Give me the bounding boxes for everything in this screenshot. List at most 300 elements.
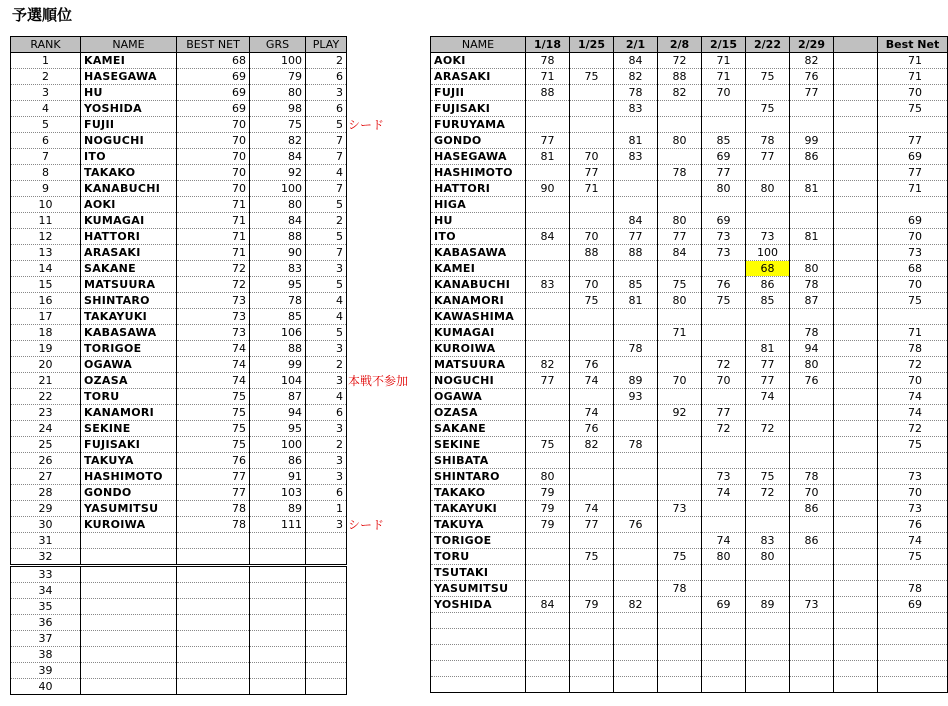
name-cell: KANABUCHI <box>81 181 177 197</box>
name-cell: KABASAWA <box>81 325 177 341</box>
score-cell <box>746 213 790 229</box>
best-net-cell: 78 <box>878 581 948 597</box>
best-net-cell <box>878 613 948 629</box>
player-name-cell: AOKI <box>431 53 526 69</box>
header-date: 2/22 <box>746 37 790 53</box>
seed-note: シード <box>348 118 385 132</box>
score-cell: 69 <box>702 213 746 229</box>
grs-cell: 94 <box>250 405 306 421</box>
player-name-cell: TAKAYUKI <box>431 501 526 517</box>
score-cell: 70 <box>702 373 746 389</box>
score-row <box>431 485 948 501</box>
blank-cell <box>834 613 878 629</box>
score-row <box>431 677 948 693</box>
player-name-cell <box>431 661 526 677</box>
score-cell <box>702 101 746 117</box>
ranking-row <box>11 549 347 566</box>
name-cell: KUROIWA <box>81 517 177 533</box>
rank-cell: 39 <box>11 663 81 679</box>
score-cell: 84 <box>526 229 570 245</box>
name-cell <box>81 583 177 599</box>
play-cell: 4 <box>306 293 347 309</box>
rank-cell: 16 <box>11 293 81 309</box>
best-net-cell <box>177 663 250 679</box>
score-cell: 86 <box>790 533 834 549</box>
scores-header-row <box>431 37 948 53</box>
score-cell: 68 <box>746 261 790 277</box>
blank-cell <box>834 581 878 597</box>
score-cell: 83 <box>614 101 658 117</box>
score-cell: 79 <box>526 517 570 533</box>
score-cell <box>702 565 746 581</box>
blank-cell <box>834 597 878 613</box>
best-net-cell: 78 <box>177 501 250 517</box>
score-cell: 74 <box>570 405 614 421</box>
player-name-cell: HIGA <box>431 197 526 213</box>
player-name-cell: FUJII <box>431 85 526 101</box>
score-cell <box>614 197 658 213</box>
play-cell: 5 <box>306 325 347 341</box>
score-cell: 85 <box>746 293 790 309</box>
player-name-cell: TORU <box>431 549 526 565</box>
play-cell: 2 <box>306 437 347 453</box>
score-cell <box>658 533 702 549</box>
score-cell <box>746 117 790 133</box>
name-cell: MATSUURA <box>81 277 177 293</box>
best-net-cell <box>177 615 250 631</box>
score-row <box>431 277 948 293</box>
play-cell: 4 <box>306 309 347 325</box>
score-cell: 82 <box>614 597 658 613</box>
score-cell: 77 <box>570 165 614 181</box>
blank-cell <box>834 165 878 181</box>
name-cell: OZASA <box>81 373 177 389</box>
score-cell: 83 <box>526 277 570 293</box>
score-cell <box>614 501 658 517</box>
best-net-cell <box>177 583 250 599</box>
score-cell: 76 <box>570 357 614 373</box>
score-cell: 79 <box>526 501 570 517</box>
score-row <box>431 197 948 213</box>
name-cell: TAKAKO <box>81 165 177 181</box>
best-net-cell: 75 <box>878 293 948 309</box>
ranking-row <box>11 197 347 213</box>
score-cell <box>570 85 614 101</box>
score-cell: 85 <box>702 133 746 149</box>
score-cell <box>614 421 658 437</box>
score-cell: 88 <box>658 69 702 85</box>
best-net-cell: 75 <box>177 389 250 405</box>
grs-cell: 98 <box>250 101 306 117</box>
rank-cell: 5 <box>11 117 81 133</box>
ranking-row <box>11 341 347 357</box>
blank-cell <box>834 469 878 485</box>
play-cell: 5 <box>306 117 347 133</box>
player-name-cell: OGAWA <box>431 389 526 405</box>
name-cell: HASEGAWA <box>81 69 177 85</box>
blank-cell <box>834 85 878 101</box>
grs-cell: 111 <box>250 517 306 533</box>
score-cell <box>790 389 834 405</box>
ranking-row <box>11 566 347 583</box>
blank-cell <box>834 437 878 453</box>
score-cell <box>614 117 658 133</box>
best-net-cell: 77 <box>177 469 250 485</box>
blank-cell <box>834 677 878 693</box>
score-cell: 76 <box>614 517 658 533</box>
name-cell: YOSHIDA <box>81 101 177 117</box>
grs-cell: 99 <box>250 357 306 373</box>
score-cell: 86 <box>746 277 790 293</box>
best-net-cell: 73 <box>878 245 948 261</box>
blank-cell <box>834 453 878 469</box>
score-cell: 82 <box>658 85 702 101</box>
score-row <box>431 117 948 133</box>
score-cell <box>526 293 570 309</box>
score-row <box>431 629 948 645</box>
rank-cell: 8 <box>11 165 81 181</box>
name-cell: SEKINE <box>81 421 177 437</box>
name-cell <box>81 663 177 679</box>
score-cell: 84 <box>526 597 570 613</box>
score-cell <box>702 309 746 325</box>
blank-cell <box>834 69 878 85</box>
play-cell <box>306 647 347 663</box>
rank-cell: 20 <box>11 357 81 373</box>
best-net-cell: 70 <box>878 373 948 389</box>
score-cell <box>658 677 702 693</box>
best-net-cell <box>878 629 948 645</box>
score-cell <box>526 389 570 405</box>
ranking-row <box>11 69 347 85</box>
score-cell: 85 <box>614 277 658 293</box>
score-cell <box>790 213 834 229</box>
score-cell <box>614 661 658 677</box>
play-cell: 5 <box>306 277 347 293</box>
score-cell <box>526 453 570 469</box>
score-row <box>431 181 948 197</box>
grs-cell: 104 <box>250 373 306 389</box>
score-cell <box>614 357 658 373</box>
grs-cell <box>250 679 306 695</box>
best-net-cell: 71 <box>177 229 250 245</box>
score-cell <box>570 325 614 341</box>
player-name-cell: KAMEI <box>431 261 526 277</box>
score-cell <box>526 629 570 645</box>
best-net-cell: 69 <box>878 597 948 613</box>
grs-cell <box>250 647 306 663</box>
rank-cell: 36 <box>11 615 81 631</box>
score-cell: 75 <box>658 549 702 565</box>
score-row <box>431 581 948 597</box>
score-cell <box>790 405 834 421</box>
score-cell <box>526 533 570 549</box>
score-cell <box>526 309 570 325</box>
blank-cell <box>834 389 878 405</box>
blank-cell <box>834 53 878 69</box>
score-cell <box>790 245 834 261</box>
score-row <box>431 357 948 373</box>
player-name-cell: KANAMORI <box>431 293 526 309</box>
score-cell: 73 <box>702 469 746 485</box>
rank-cell: 14 <box>11 261 81 277</box>
score-cell: 84 <box>614 213 658 229</box>
score-cell <box>570 213 614 229</box>
score-cell <box>746 581 790 597</box>
score-cell <box>614 581 658 597</box>
blank-cell <box>834 645 878 661</box>
play-cell: 5 <box>306 229 347 245</box>
score-row <box>431 165 948 181</box>
score-cell: 76 <box>570 421 614 437</box>
score-cell <box>658 101 702 117</box>
best-net-cell: 78 <box>177 517 250 533</box>
score-row <box>431 421 948 437</box>
header-rank: RANK <box>11 37 81 53</box>
score-cell <box>658 629 702 645</box>
ranking-row <box>11 357 347 373</box>
score-row <box>431 261 948 277</box>
play-cell <box>306 679 347 695</box>
best-net-cell: 75 <box>177 437 250 453</box>
best-net-cell: 71 <box>878 325 948 341</box>
score-cell <box>790 421 834 437</box>
score-row <box>431 661 948 677</box>
score-cell: 75 <box>746 469 790 485</box>
score-cell: 78 <box>614 85 658 101</box>
player-name-cell: ARASAKI <box>431 69 526 85</box>
best-net-cell: 74 <box>878 389 948 405</box>
play-cell: 7 <box>306 149 347 165</box>
score-cell <box>790 645 834 661</box>
rank-cell: 37 <box>11 631 81 647</box>
score-cell: 75 <box>658 277 702 293</box>
best-net-cell: 69 <box>177 101 250 117</box>
best-net-cell: 75 <box>177 421 250 437</box>
score-cell <box>570 389 614 405</box>
name-cell: HASHIMOTO <box>81 469 177 485</box>
play-cell: 7 <box>306 133 347 149</box>
score-cell: 70 <box>570 229 614 245</box>
best-net-cell: 74 <box>177 373 250 389</box>
rank-cell: 10 <box>11 197 81 213</box>
score-cell <box>658 341 702 357</box>
grs-cell: 75 <box>250 117 306 133</box>
play-cell <box>306 599 347 615</box>
blank-cell <box>834 485 878 501</box>
score-cell <box>746 501 790 517</box>
grs-cell: 92 <box>250 165 306 181</box>
play-cell <box>306 583 347 599</box>
ranking-row <box>11 293 347 309</box>
best-net-cell: 73 <box>177 309 250 325</box>
best-net-cell: 69 <box>177 69 250 85</box>
name-cell: TORIGOE <box>81 341 177 357</box>
score-cell <box>526 165 570 181</box>
score-cell: 94 <box>790 341 834 357</box>
score-cell <box>746 325 790 341</box>
play-cell <box>306 566 347 583</box>
ranking-row <box>11 501 347 517</box>
best-net-cell: 71 <box>177 197 250 213</box>
player-name-cell: FUJISAKI <box>431 101 526 117</box>
score-cell: 76 <box>790 373 834 389</box>
score-row <box>431 405 948 421</box>
rank-cell: 19 <box>11 341 81 357</box>
name-cell: TORU <box>81 389 177 405</box>
score-cell <box>702 581 746 597</box>
score-row <box>431 325 948 341</box>
score-cell <box>790 565 834 581</box>
score-cell <box>614 629 658 645</box>
score-cell: 75 <box>526 437 570 453</box>
header-grs: GRS <box>250 37 306 53</box>
score-cell <box>746 517 790 533</box>
ranking-row <box>11 615 347 631</box>
score-cell <box>614 645 658 661</box>
score-cell: 75 <box>570 549 614 565</box>
score-cell <box>790 309 834 325</box>
player-name-cell: HASHIMOTO <box>431 165 526 181</box>
best-net-cell: 72 <box>878 357 948 373</box>
score-cell <box>702 677 746 693</box>
play-cell: 7 <box>306 245 347 261</box>
score-cell: 70 <box>570 277 614 293</box>
score-row <box>431 613 948 629</box>
score-cell: 75 <box>702 293 746 309</box>
absent-note: 本戦不参加 <box>348 374 409 388</box>
score-cell <box>614 261 658 277</box>
score-cell <box>570 197 614 213</box>
ranking-row <box>11 277 347 293</box>
best-net-cell: 70 <box>177 117 250 133</box>
name-cell: OGAWA <box>81 357 177 373</box>
rank-cell: 27 <box>11 469 81 485</box>
ranking-row <box>11 309 347 325</box>
blank-cell <box>834 277 878 293</box>
score-row <box>431 533 948 549</box>
score-cell <box>746 453 790 469</box>
score-cell <box>570 341 614 357</box>
ranking-row <box>11 117 347 133</box>
best-net-cell: 70 <box>878 485 948 501</box>
rank-cell: 40 <box>11 679 81 695</box>
score-cell <box>790 661 834 677</box>
header-date: 2/29 <box>790 37 834 53</box>
score-cell <box>790 165 834 181</box>
score-cell <box>746 661 790 677</box>
rank-cell: 24 <box>11 421 81 437</box>
score-cell <box>570 53 614 69</box>
score-cell: 72 <box>702 421 746 437</box>
score-cell: 86 <box>790 501 834 517</box>
score-cell <box>526 405 570 421</box>
score-cell: 70 <box>702 85 746 101</box>
rank-cell: 29 <box>11 501 81 517</box>
ranking-row <box>11 229 347 245</box>
score-cell: 89 <box>746 597 790 613</box>
score-cell <box>746 677 790 693</box>
play-cell: 1 <box>306 501 347 517</box>
best-net-cell: 71 <box>878 53 948 69</box>
score-cell: 80 <box>658 293 702 309</box>
score-cell <box>570 677 614 693</box>
score-cell <box>614 165 658 181</box>
name-cell <box>81 599 177 615</box>
best-net-cell: 77 <box>177 485 250 501</box>
blank-cell <box>834 229 878 245</box>
best-net-cell <box>177 647 250 663</box>
blank-cell <box>834 261 878 277</box>
name-cell <box>81 566 177 583</box>
name-cell: KUMAGAI <box>81 213 177 229</box>
name-cell: SAKANE <box>81 261 177 277</box>
score-cell <box>570 133 614 149</box>
grs-cell: 83 <box>250 261 306 277</box>
score-row <box>431 373 948 389</box>
name-cell: TAKUYA <box>81 453 177 469</box>
best-net-cell <box>177 679 250 695</box>
name-cell: KANAMORI <box>81 405 177 421</box>
score-cell <box>526 197 570 213</box>
blank-cell <box>834 213 878 229</box>
ranking-row <box>11 599 347 615</box>
ranking-row <box>11 437 347 453</box>
best-net-cell <box>878 645 948 661</box>
rank-cell: 6 <box>11 133 81 149</box>
blank-cell <box>834 197 878 213</box>
best-net-cell: 70 <box>177 181 250 197</box>
score-cell <box>570 661 614 677</box>
rank-cell: 30 <box>11 517 81 533</box>
player-name-cell: GONDO <box>431 133 526 149</box>
ranking-header-row <box>11 37 347 53</box>
score-cell <box>570 117 614 133</box>
score-cell: 74 <box>702 485 746 501</box>
grs-cell: 100 <box>250 53 306 69</box>
best-net-cell: 76 <box>878 517 948 533</box>
player-name-cell <box>431 645 526 661</box>
name-cell <box>81 533 177 549</box>
ranking-row <box>11 149 347 165</box>
score-cell: 77 <box>614 229 658 245</box>
score-row <box>431 69 948 85</box>
best-net-cell: 69 <box>878 149 948 165</box>
name-cell: SHINTARO <box>81 293 177 309</box>
grs-cell: 90 <box>250 245 306 261</box>
name-cell: AOKI <box>81 197 177 213</box>
best-net-cell: 70 <box>878 85 948 101</box>
score-cell: 78 <box>790 277 834 293</box>
grs-cell: 88 <box>250 229 306 245</box>
best-net-cell <box>878 661 948 677</box>
score-cell <box>526 677 570 693</box>
score-cell: 78 <box>658 165 702 181</box>
blank-cell <box>834 293 878 309</box>
play-cell: 3 <box>306 261 347 277</box>
grs-cell <box>250 615 306 631</box>
rank-cell: 38 <box>11 647 81 663</box>
grs-cell: 84 <box>250 149 306 165</box>
score-cell <box>790 677 834 693</box>
play-cell: 2 <box>306 53 347 69</box>
score-cell <box>570 485 614 501</box>
score-cell <box>570 101 614 117</box>
score-cell: 72 <box>746 485 790 501</box>
score-cell: 87 <box>790 293 834 309</box>
score-row <box>431 453 948 469</box>
score-row <box>431 245 948 261</box>
